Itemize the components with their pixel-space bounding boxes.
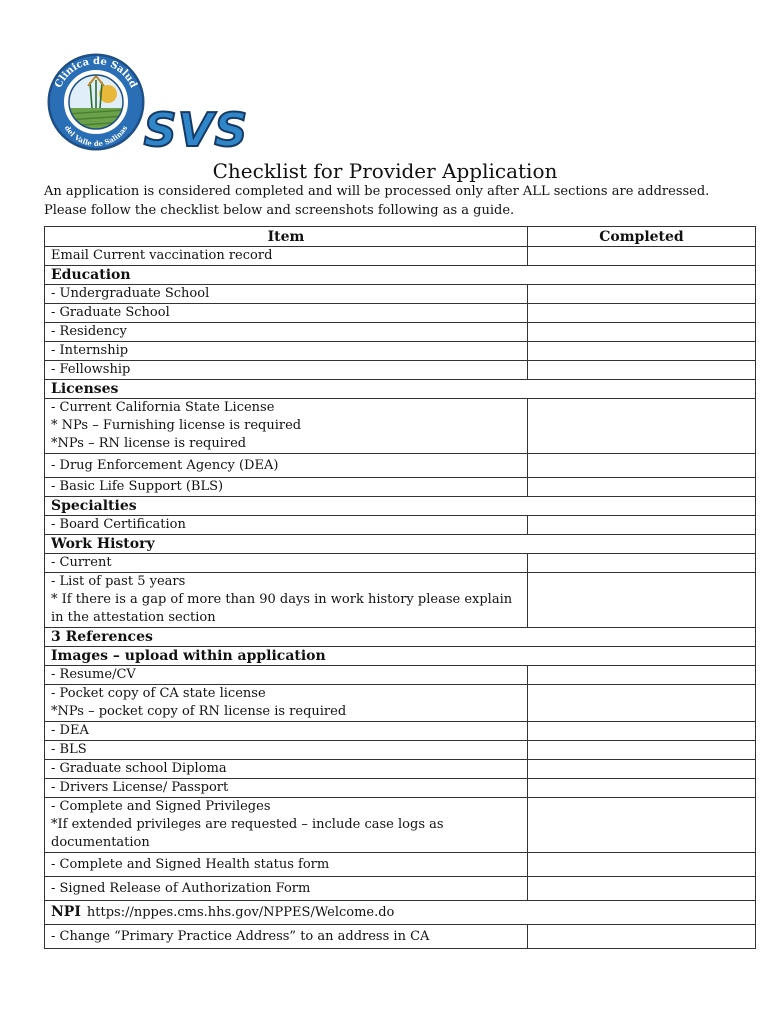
completed-cell[interactable] [528, 925, 756, 949]
section-row [45, 266, 756, 285]
npi-row [45, 901, 756, 925]
completed-cell[interactable] [528, 361, 756, 380]
checklist-row [45, 516, 756, 535]
completed-cell[interactable] [528, 285, 756, 304]
checklist-item-text: - Change “Primary Practice Address” to an address in CA [45, 925, 528, 949]
checklist-item-text: - Basic Life Support (BLS) [45, 478, 528, 497]
checklist-item-text: - Complete and Signed Privileges *If extended privileges are requested – include case logs as documentation [45, 798, 528, 853]
checklist-item-text: - Residency [45, 323, 528, 342]
checklist-row [45, 247, 756, 266]
checklist-item-text: - Current California State License * NPs – Furnishing license is required *NPs – RN license is required [45, 399, 528, 454]
completed-cell[interactable] [528, 478, 756, 497]
completed-cell[interactable] [528, 779, 756, 798]
completed-cell[interactable] [528, 741, 756, 760]
logo-wordmark: SVS [143, 103, 249, 156]
completed-cell[interactable] [528, 877, 756, 901]
completed-cell[interactable] [528, 722, 756, 741]
checklist-row [45, 361, 756, 380]
section-row [45, 380, 756, 399]
section-heading: Work History [45, 535, 756, 554]
checklist-row [45, 323, 756, 342]
checklist-item-text: - Pocket copy of CA state license *NPs – pocket copy of RN license is required [45, 685, 528, 722]
npi-cell [45, 901, 756, 925]
section-heading: Education [45, 266, 756, 285]
checklist-item-text: - Current [45, 554, 528, 573]
checklist-row [45, 666, 756, 685]
clinica-de-salud-logo [46, 52, 252, 156]
section-heading: Specialties [45, 497, 756, 516]
section-heading: Licenses [45, 380, 756, 399]
completed-cell[interactable] [528, 342, 756, 361]
checklist-row [45, 285, 756, 304]
section-heading: Images – upload within application [45, 647, 756, 666]
checklist-item-text: - BLS [45, 741, 528, 760]
logo-field-scene [66, 72, 126, 132]
header-completed: Completed [528, 227, 756, 247]
checklist-item-text: - Resume/CV [45, 666, 528, 685]
section-row [45, 535, 756, 554]
logo-ring-top-text: Clinica de Salud [53, 55, 139, 90]
checklist-row [45, 741, 756, 760]
completed-cell[interactable] [528, 760, 756, 779]
checklist-item-text: - Signed Release of Authorization Form [45, 877, 528, 901]
npi-label: NPI [51, 904, 81, 920]
checklist-row [45, 554, 756, 573]
completed-cell[interactable] [528, 685, 756, 722]
completed-cell[interactable] [528, 573, 756, 628]
checklist-item-text: - Drug Enforcement Agency (DEA) [45, 454, 528, 478]
completed-cell[interactable] [528, 554, 756, 573]
checklist-item-text: Email Current vaccination record [45, 247, 528, 266]
checklist-body [45, 247, 756, 949]
completed-cell[interactable] [528, 399, 756, 454]
checklist-row [45, 722, 756, 741]
completed-cell[interactable] [528, 666, 756, 685]
checklist-item-text: - Internship [45, 342, 528, 361]
checklist-item-text: - DEA [45, 722, 528, 741]
checklist-row [45, 454, 756, 478]
section-row [45, 647, 756, 666]
completed-cell[interactable] [528, 247, 756, 266]
section-row [45, 497, 756, 516]
checklist-item-text: - Board Certification [45, 516, 528, 535]
checklist-row [45, 925, 756, 949]
checklist-row [45, 760, 756, 779]
checklist-row [45, 685, 756, 722]
completed-cell[interactable] [528, 304, 756, 323]
checklist-header-row [45, 227, 756, 247]
checklist-item-text: - Drivers License/ Passport [45, 779, 528, 798]
npi-link[interactable]: https://nppes.cms.hhs.gov/NPPES/Welcome.do [86, 905, 395, 920]
section-heading: 3 References [45, 628, 756, 647]
checklist-row [45, 779, 756, 798]
checklist-table [44, 226, 756, 949]
checklist-row [45, 798, 756, 853]
checklist-item-text: - Complete and Signed Health status form [45, 853, 528, 877]
completed-cell[interactable] [528, 798, 756, 853]
checklist-item-text: - Graduate School [45, 304, 528, 323]
completed-cell[interactable] [528, 853, 756, 877]
checklist-row [45, 478, 756, 497]
header-item: Item [45, 227, 528, 247]
intro-line-1: An application is considered completed and will be processed only after ALL sections are addressed. [44, 184, 710, 199]
checklist-row [45, 304, 756, 323]
completed-cell[interactable] [528, 323, 756, 342]
checklist-row [45, 853, 756, 877]
checklist-row [45, 877, 756, 901]
document-title: Checklist for Provider Application [212, 159, 558, 183]
section-row [45, 628, 756, 647]
checklist-item-text: - Undergraduate School [45, 285, 528, 304]
checklist-row [45, 573, 756, 628]
checklist-row [45, 342, 756, 361]
checklist-item-text: - Fellowship [45, 361, 528, 380]
logo-ring-bottom-text: del Valle de Salinas [62, 123, 130, 149]
completed-cell[interactable] [528, 516, 756, 535]
intro-line-2: Please follow the checklist below and screenshots following as a guide. [44, 203, 515, 218]
checklist-row [45, 399, 756, 454]
checklist-item-text: - Graduate school Diploma [45, 760, 528, 779]
completed-cell[interactable] [528, 454, 756, 478]
checklist-item-text: - List of past 5 years * If there is a gap of more than 90 days in work history please explain in the attestation section [45, 573, 528, 628]
